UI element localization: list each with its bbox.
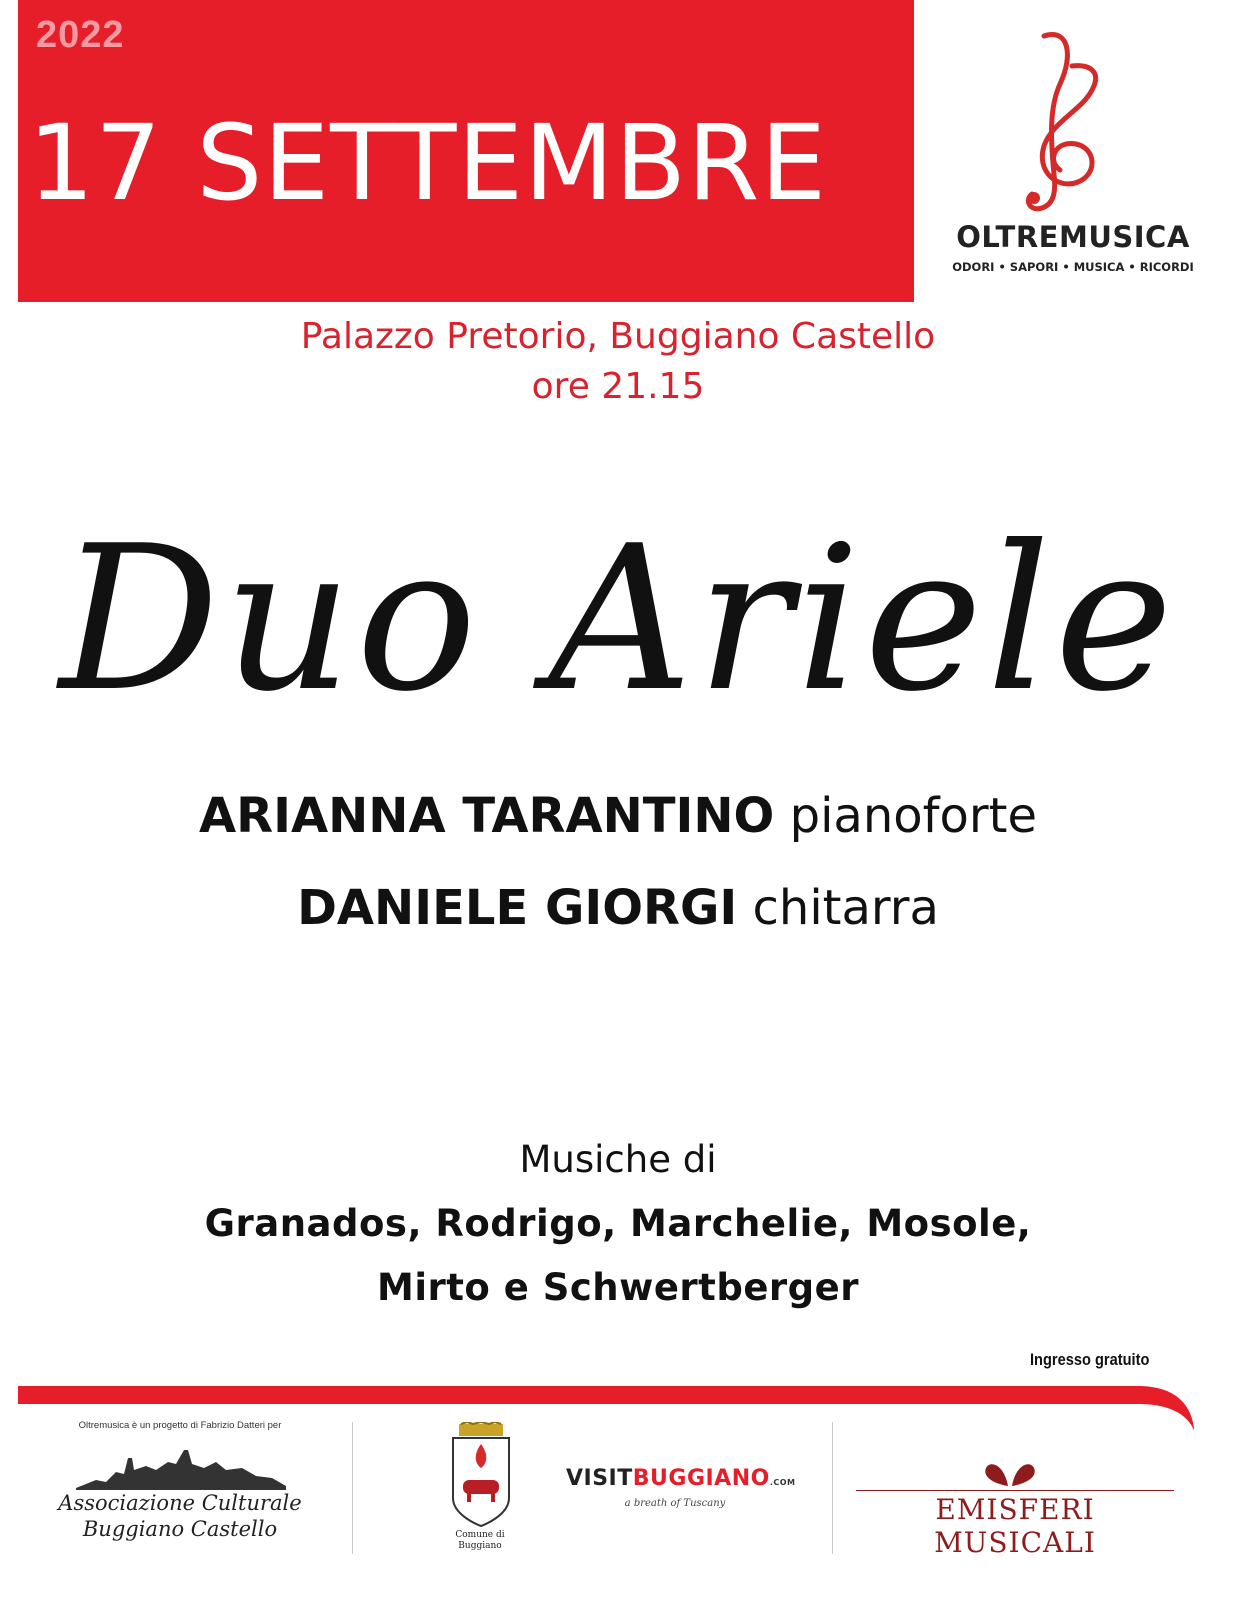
visit-suffix: .COM (769, 1478, 796, 1487)
year-label: 2022 (36, 14, 125, 56)
comune-line: Buggiano (458, 1541, 502, 1551)
comune-line: Comune di (455, 1530, 505, 1540)
emisferi-musicali-logo: EMISFERI MUSICALI (856, 1490, 1174, 1559)
footer-divider (352, 1422, 353, 1554)
performer-name: ARIANNA TARANTINO (199, 788, 775, 844)
comune-label (420, 1530, 540, 1552)
performer-instrument: chitarra (752, 880, 939, 936)
visit-brand: BUGGIANO (632, 1466, 770, 1491)
performer-name: DANIELE GIORGI (297, 880, 738, 936)
performer-instrument: pianoforte (789, 788, 1037, 844)
logo-name: OLTREMUSICA (956, 220, 1190, 254)
comune-crest-icon (447, 1422, 515, 1530)
performer-row (0, 862, 1236, 954)
treble-clef-icon (980, 24, 1120, 214)
event-title: Duo Ariele (59, 503, 1177, 736)
visit-tagline: a breath of Tuscany (624, 1498, 726, 1509)
association-name (30, 1490, 330, 1542)
emisferi-emblem-icon (978, 1460, 1042, 1490)
village-skyline-icon (76, 1440, 286, 1490)
footer-divider (832, 1422, 833, 1554)
venue-time: ore 21.15 (531, 366, 705, 407)
visitbuggiano-logo (566, 1466, 796, 1491)
oltremusica-logo (920, 24, 1210, 284)
program-block (0, 1128, 1236, 1320)
visit-prefix: VISIT (566, 1466, 633, 1491)
program-intro: Musiche di (519, 1138, 717, 1181)
association-line: Associazione Culturale (58, 1491, 302, 1515)
venue-block (0, 312, 1236, 412)
performer-row (0, 770, 1236, 862)
admission-label: Ingresso gratuito (1030, 1350, 1150, 1369)
composer-list-line: Mirto e Schwertberger (377, 1266, 859, 1309)
performers-block (0, 770, 1236, 954)
logo-tagline: ODORI • SAPORI • MUSICA • RICORDI (952, 260, 1194, 274)
venue-place: Palazzo Pretorio, Buggiano Castello (300, 316, 936, 357)
association-line: Buggiano Castello (82, 1517, 278, 1541)
composer-list-line: Granados, Rodrigo, Marchelie, Mosole, (204, 1202, 1032, 1245)
project-note: Oltremusica è un progetto di Fabrizio Datteri per (78, 1420, 282, 1431)
event-date: 17 SETTEMBRE (28, 102, 828, 224)
